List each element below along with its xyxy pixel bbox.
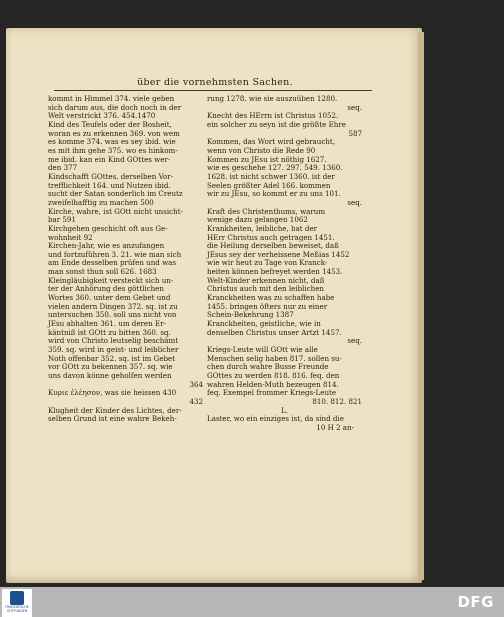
index-line: ter der Anhörung des göttlichen	[48, 284, 164, 294]
index-line: Kranckheiten, geistliche, wie in	[207, 319, 321, 329]
index-line: Noth offenbar 352. sq. ist im Gebet	[48, 353, 176, 363]
index-line: Christus auch mit den leiblichen	[207, 284, 324, 294]
index-line: wahren Helden-Muth bezeugen 814.	[207, 379, 339, 389]
index-column-left	[48, 95, 203, 424]
index-line: wenige dazu gelangen 1062	[207, 215, 308, 225]
index-line: JEsu abhalten 361. um deren Er-	[48, 319, 166, 329]
index-line: woran es zu erkennen 369. von wem	[48, 128, 180, 138]
index-column-right	[207, 95, 362, 433]
index-line: Wortes 360. unter dem Gebet und	[48, 293, 171, 303]
institution-logo-icon	[10, 591, 24, 605]
index-line: Kommen zu JEsu ist nöthig 1627.	[207, 154, 327, 164]
index-line: vor GOtt zu bekennen 357. sq. wie	[48, 362, 173, 372]
index-line: Knecht des HErrn ist Christus 1052.	[207, 111, 339, 121]
index-line: JEsus sey der verheissene Meßias 1452	[207, 249, 350, 259]
index-line: Kirchen-Jahr, wie es anzufangen	[48, 241, 165, 251]
index-line: Krankheiten, leibliche, hat der	[207, 223, 318, 233]
index-line: trefflichkeit 164. und Nutzen ibid.	[48, 180, 171, 190]
index-line: heiten können befreyet werden 1453.	[207, 267, 343, 277]
index-line: käntniß ist GOtt zu bitten 360. sq.	[48, 327, 171, 337]
index-line: Laster, wo ein einziges ist, da sind die	[207, 414, 344, 424]
index-line: untersuchen 350. soll uns nicht von	[48, 310, 177, 320]
index-line: seq.	[347, 336, 362, 346]
index-line: und fortzuführen 3. 21. wie man sich	[48, 249, 182, 259]
funder-logo[interactable]: DFG	[457, 593, 494, 611]
index-line: wir zu JEsu, so kommt er zu uns 101.	[207, 189, 341, 199]
index-line: GOttes zu werden 818. 816. feq. den	[207, 371, 340, 380]
index-line: 432	[189, 396, 203, 406]
index-line: Welt verstrickt 376. 454.1470	[48, 111, 156, 121]
index-line: Κυριε ἐλέησον, was sie heissen 430	[48, 388, 177, 398]
index-line: me ibid. kan ein Kind GOttes wer-	[48, 154, 171, 164]
index-line: chen durch wahre Busse Freunde	[207, 362, 329, 372]
index-line: Kommen, das Wort wird gebraucht,	[207, 137, 335, 147]
index-line: Klugheit der Kinder des Lichtes, der-	[48, 405, 182, 415]
index-line: Kind des Teufels oder der Bosheit,	[48, 119, 172, 129]
index-line: wird von Christo leutselig beschämt	[48, 336, 179, 346]
index-line: ein solcher zu seyn ist die größte Ehre	[207, 119, 346, 129]
index-line: am Ende desselben prüfen und was	[48, 258, 177, 268]
index-line: uns davon könne geholfen werden	[48, 371, 172, 380]
index-line: Welt-Kinder erkennen nicht, daß	[207, 275, 325, 285]
index-line: bar 591	[48, 215, 76, 225]
index-line: 810. 812. 821	[312, 396, 362, 406]
index-line: HErr Christus auch getragen 1451.	[207, 232, 335, 242]
index-line: die Heilung derselben beweiset, daß	[207, 241, 339, 251]
index-line: Kraft des Christenthums, warum	[207, 206, 326, 216]
index-line: Kleingläubigkeit versteckt sich un-	[48, 275, 174, 285]
index-line: kommt in Himmel 374. viele geben	[48, 94, 175, 103]
index-line: es komme 374. was es sey ibid. wie	[48, 137, 176, 147]
index-line: wenn von Christo die Rede 90	[207, 145, 316, 155]
index-line: es mit ihm gehe 375. wo es hinkom-	[48, 145, 178, 155]
index-line: vielen andern Dingen 372. sq. ist zu	[48, 301, 178, 311]
index-line: seq.	[347, 102, 362, 112]
index-line: L.	[281, 405, 288, 415]
index-line: 359. sq. wird in geist- und leiblicher	[48, 345, 179, 355]
index-line: Kriegs-Leute will GOtt wie alle	[207, 345, 318, 355]
page-edge	[418, 32, 424, 580]
index-line: sucht der Satan sonderlich im Creutz	[48, 189, 183, 199]
index-line: Kranckheiten was zu schaffen habe	[207, 293, 335, 303]
index-line: 10 H 2 an-	[316, 422, 354, 432]
index-line: 1455. bringen öfters nur zu einer	[207, 301, 328, 311]
index-line: 1628. ist nicht schwer 1360. ist der	[207, 171, 335, 181]
index-line: seq.	[347, 197, 362, 207]
index-line: Menschen selig haben 817. sollen su-	[207, 353, 342, 363]
head-rule	[54, 90, 372, 91]
running-head: über die vornehmsten Sachen.	[137, 77, 293, 88]
index-line: selben Grund ist eine wahre Bekeh-	[48, 414, 177, 424]
index-line: wie es geschehe 127. 297. 549. 1360.	[207, 163, 343, 173]
index-line: den 377	[48, 163, 78, 173]
index-line: denselben Christus unser Artzt 1457.	[207, 327, 342, 337]
institution-logo-text: FRANCKESCHE STIFTUNGEN	[5, 605, 29, 613]
index-line: zweifelhafftig zu machen 500	[48, 197, 154, 207]
index-line: sich darum aus, die doch noch in der	[48, 102, 182, 112]
index-line: man sonst thun soll 626. 1683	[48, 267, 157, 277]
index-line: Schein-Bekehrung 1387	[207, 310, 294, 320]
index-line: wie wir heut zu Tage von Kranck-	[207, 258, 328, 268]
index-line: Kirche, wahre, ist GOtt nicht unsicht-	[48, 206, 183, 216]
index-line: 364	[189, 379, 203, 389]
index-line: Seelen größter Adel 166. kommen	[207, 180, 331, 190]
index-line: rung 1278. wie sie auszuüben 1280.	[207, 94, 338, 103]
index-line: wohnheit 92	[48, 232, 93, 242]
index-line: 587	[348, 128, 362, 138]
viewer-footer-bar	[0, 587, 504, 617]
index-line: feq. Exempel frommer Kriegs-Leute	[207, 388, 337, 398]
index-line: Kindschafft GOttes, derselben Vor-	[48, 171, 174, 181]
index-line: Kirchgehen geschicht oft aus Ge-	[48, 223, 168, 233]
